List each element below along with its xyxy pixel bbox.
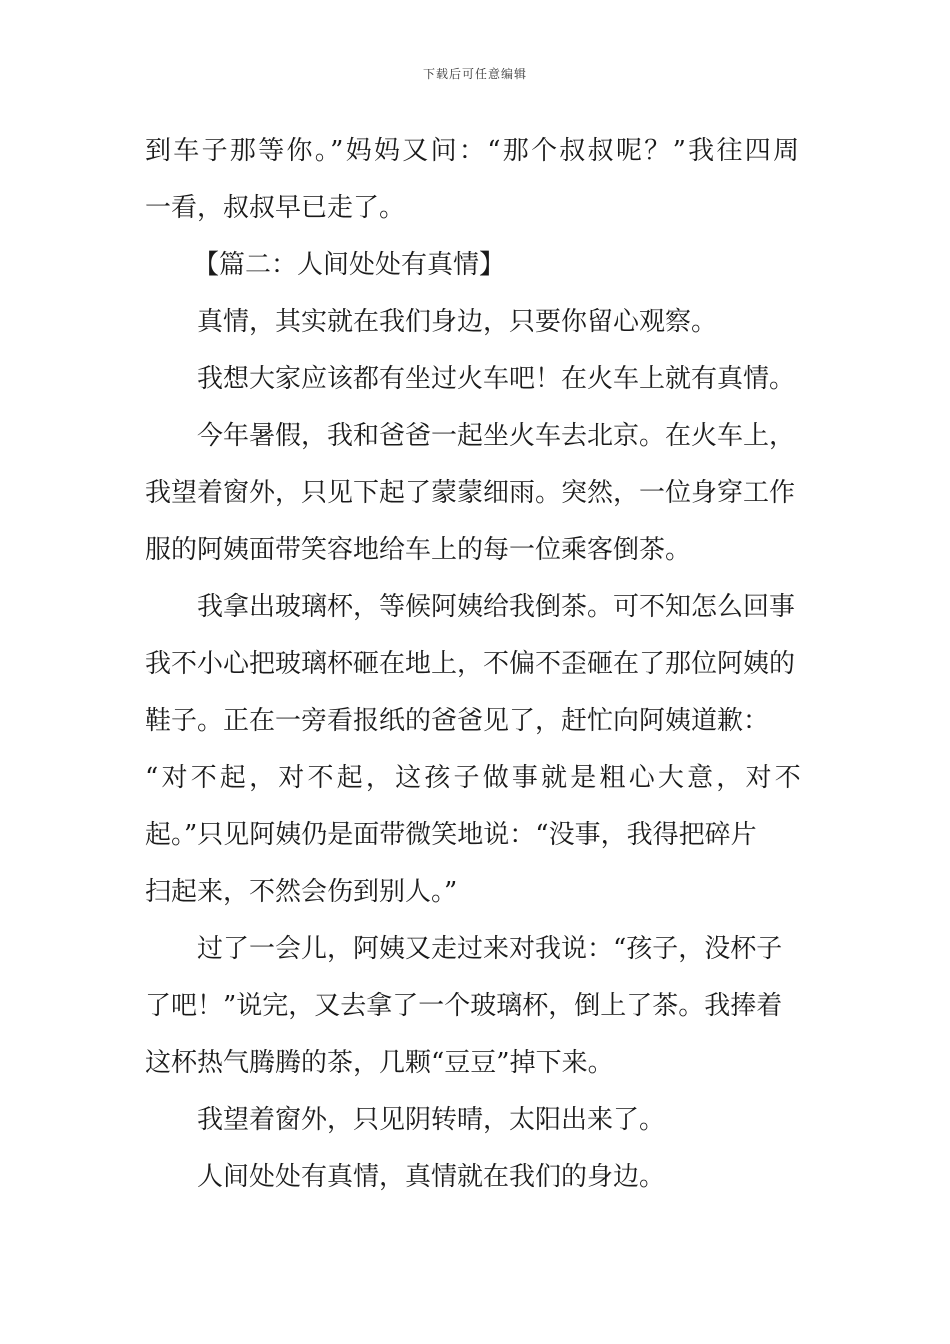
text-line: 今年暑假，我和爸爸一起坐火车去北京。在火车上， <box>197 421 796 451</box>
text-line: 我望着窗外，只见阴转晴，太阳出来了。 <box>197 1105 666 1135</box>
text-line: 我望着窗外，只见下起了蒙蒙细雨。突然，一位身穿工作 <box>145 478 796 508</box>
section-heading: 【篇二：人间处处有真情】 <box>193 250 506 280</box>
text-line: “对不起，对不起，这孩子做事就是粗心大意，对不 <box>145 763 804 793</box>
text-line: 起。”只见阿姨仍是面带微笑地说：“没事，我得把碎片 <box>145 820 757 850</box>
page-header-note: 下载后可任意编辑 <box>422 67 527 81</box>
text-line: 这杯热气腾腾的茶，几颗“豆豆”掉下来。 <box>145 1048 614 1078</box>
text-line: 过了一会儿，阿姨又走过来对我说：“孩子，没杯子 <box>197 934 783 964</box>
text-line: 我拿出玻璃杯，等候阿姨给我倒茶。可不知怎么回事 <box>197 592 796 622</box>
text-line: 一看，叔叔早已走了。 <box>145 193 406 223</box>
text-line: 服的阿姨面带笑容地给车上的每一位乘客倒茶。 <box>145 535 692 565</box>
text-line: 鞋子。正在一旁看报纸的爸爸见了，赶忙向阿姨道歉： <box>145 706 770 736</box>
text-line: 人间处处有真情，真情就在我们的身边。 <box>197 1162 666 1192</box>
text-line: 真情，其实就在我们身边，只要你留心观察。 <box>197 307 718 337</box>
text-line: 我不小心把玻璃杯砸在地上，不偏不歪砸在了那位阿姨的 <box>145 649 796 679</box>
text-line: 到车子那等你。”妈妈又问：“那个叔叔呢？”我往四周 <box>145 136 802 166</box>
text-line: 我想大家应该都有坐过火车吧！在火车上就有真情。 <box>197 364 796 394</box>
text-line: 扫起来，不然会伤到别人。” <box>145 877 458 907</box>
text-line: 了吧！”说完，又去拿了一个玻璃杯，倒上了茶。我捧着 <box>145 991 783 1021</box>
